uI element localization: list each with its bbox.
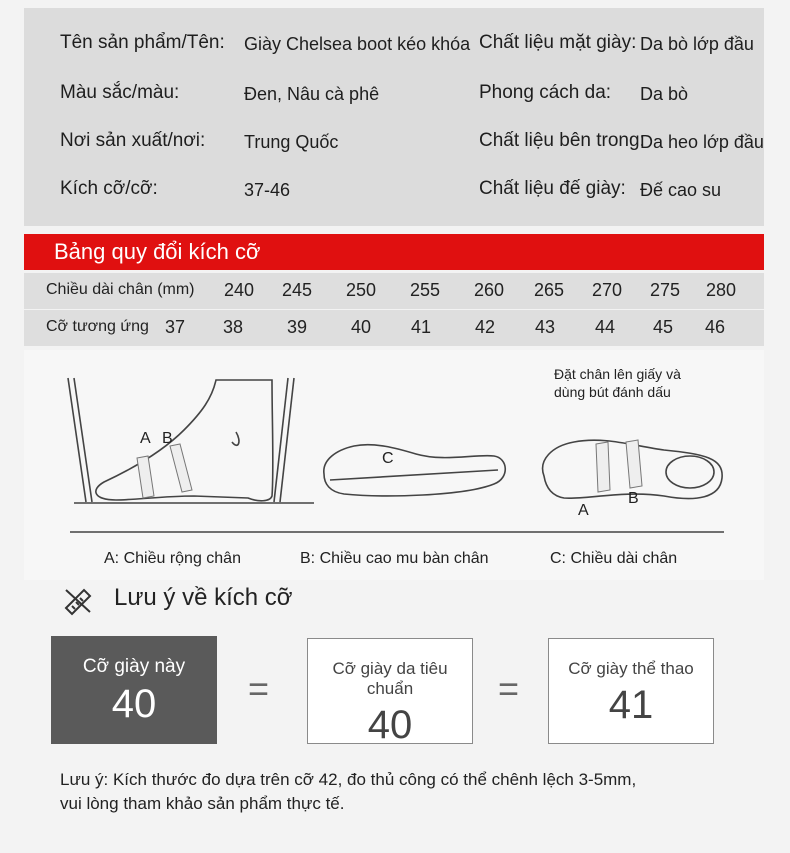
spec-value-size: 37-46 [244,180,291,200]
equals-sign: = [498,668,520,709]
size-note-title: Lưu ý về kích cỡ [114,584,293,611]
footnote-line-1: Lưu ý: Kích thước đo dựa trên cỡ 42, đo thủ công có thể chênh lệch 3-5mm, [60,770,637,789]
instruction-line-1: Đặt chân lên giấy và [554,366,681,382]
foot-length-cell: 260 [473,280,505,300]
foot-length-cell: 250 [345,280,377,300]
size-cell: 43 [534,317,556,337]
size-cell: 37 [164,317,186,337]
foot-length-cell: 280 [705,280,737,300]
spec-label-name: Tên sản phẩm/Tên: [60,32,225,53]
spec-label-size: Kích cỡ/cỡ: [60,178,158,199]
spec-value-lining: Da heo lớp đầu [640,132,764,152]
label-c: C [382,450,394,467]
foot-length-label: Chiều dài chân (mm) [46,281,195,298]
sport-shoe-size-box [548,638,714,744]
spec-value-color: Đen, Nâu cà phê [244,84,380,104]
sport-shoe-size-label: Cỡ giày thể thao [568,659,694,678]
ruler-pencil-icon [62,584,96,616]
label-b-footprint: B [628,490,639,507]
size-row-label: Cỡ tương ứng [46,318,149,335]
leather-shoe-size-box [307,638,473,747]
this-shoe-size-box [51,636,217,744]
size-cell: 41 [410,317,432,337]
spec-value-name: Giày Chelsea boot kéo khóa [244,34,471,54]
spec-value-sole: Đế cao su [640,180,722,200]
caption-height: B: Chiều cao mu bàn chân [300,550,489,567]
product-specs-panel [24,8,764,226]
foot-length-cell: 245 [281,280,313,300]
foot-length-cell: 240 [223,280,255,300]
size-cell: 45 [652,317,674,337]
instruction-line-2: dùng bút đánh dấu [554,384,671,400]
foot-length-row [24,273,764,309]
spec-label-color: Màu sắc/màu: [60,82,180,103]
spec-label-upper: Chất liệu mặt giày: [479,32,637,53]
foot-length-cell: 265 [533,280,565,300]
caption-width: A: Chiều rộng chân [104,550,241,567]
leather-shoe-size-label: Cỡ giày da tiêu chuẩn [332,659,448,698]
foot-length-cell: 255 [409,280,441,300]
size-chart-banner [24,234,764,270]
leather-shoe-size-value: 40 [367,703,413,747]
foot-length-cell: 270 [591,280,623,300]
label-a-footprint: A [578,502,589,519]
spec-value-leather: Da bò [640,84,689,104]
size-cell: 40 [350,317,372,337]
caption-length: C: Chiều dài chân [550,550,678,567]
label-a: A [140,430,151,447]
spec-label-sole: Chất liệu đế giày: [479,178,626,199]
footnote [60,768,750,816]
spec-label-lining: Chất liệu bên trong: [479,130,645,151]
foot-length-cell: 275 [649,280,681,300]
this-shoe-size-label: Cỡ giày này [82,656,186,677]
equals-sign: = [248,668,270,709]
footnote-line-2: vui lòng tham khảo sản phẩm thực tế. [60,794,345,813]
spec-label-origin: Nơi sản xuất/nơi: [60,130,206,151]
size-cell: 39 [286,317,308,337]
size-chart-title: Bảng quy đổi kích cỡ [54,239,261,264]
label-b: B [162,430,173,447]
size-cell: 38 [222,317,244,337]
spec-value-upper: Da bò lớp đầu [640,34,754,54]
size-cell: 42 [474,317,496,337]
size-row [24,310,764,346]
size-cell: 46 [704,317,726,337]
spec-label-leather: Phong cách da: [479,82,612,103]
sport-shoe-size-value: 41 [608,683,654,727]
this-shoe-size-value: 40 [111,682,157,726]
size-cell: 44 [594,317,616,337]
measurement-illustrations [24,350,764,580]
spec-value-origin: Trung Quốc [244,132,339,152]
